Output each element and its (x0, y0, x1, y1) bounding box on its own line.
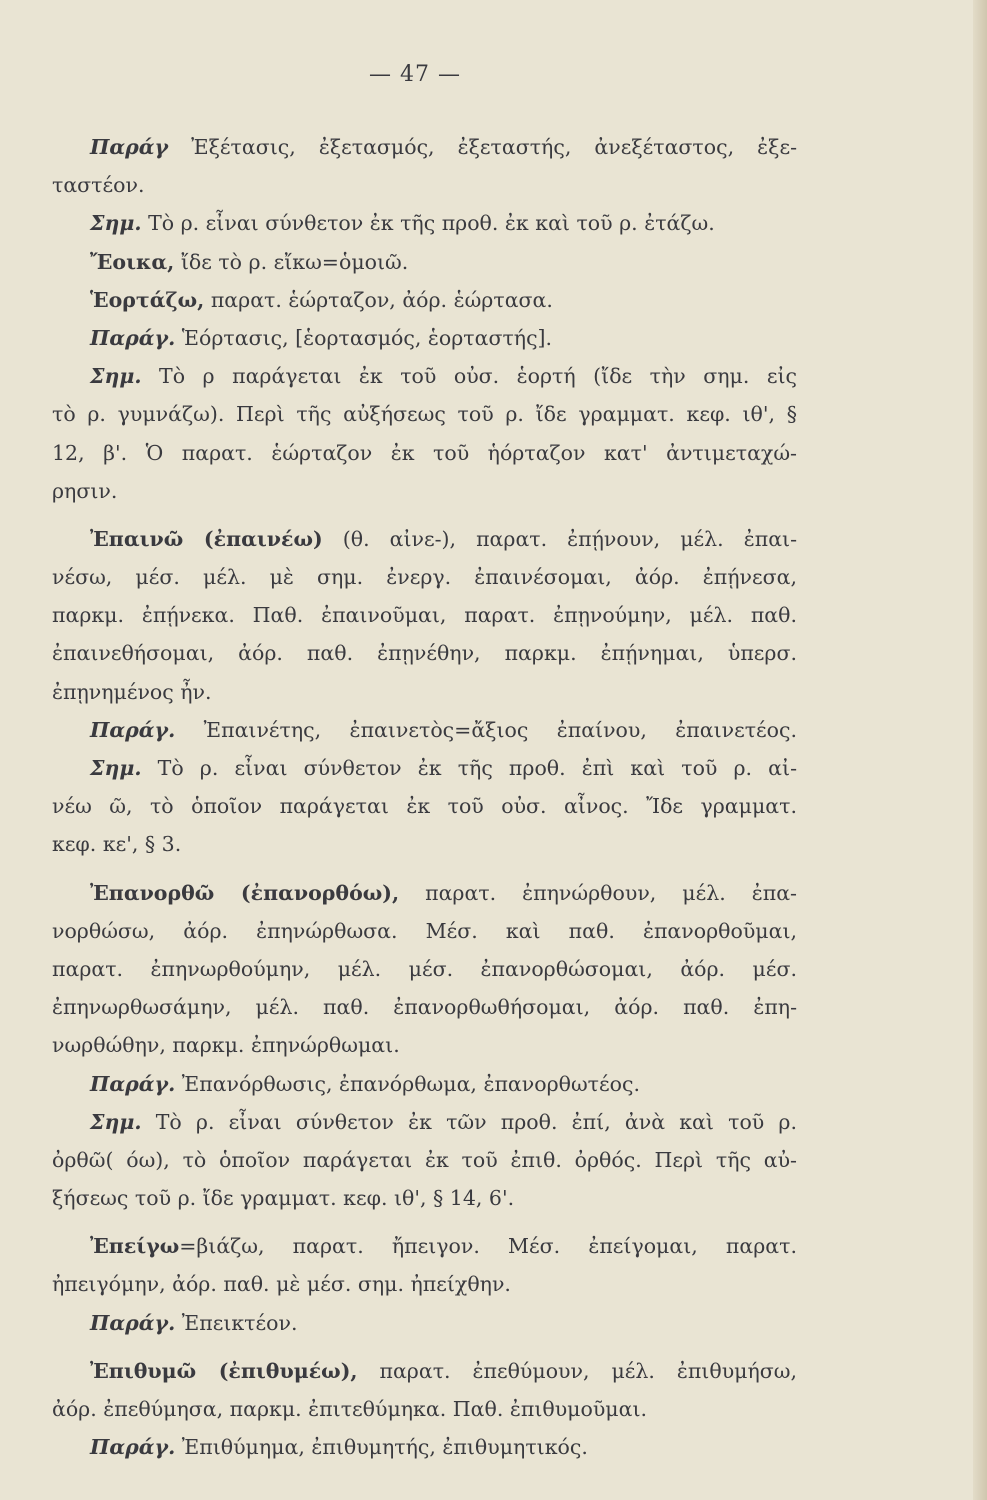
line-text: Ἐπαινέτης, ἐπαινετὸς=ἄξιος ἐπαίνου, ἐπαινετέος. (175, 717, 797, 742)
text-line (52, 1428, 797, 1466)
text-line (52, 787, 797, 825)
section-label: Παράγ. (90, 1435, 176, 1460)
text-line (52, 520, 797, 558)
line-text: ρησιν. (52, 478, 118, 503)
text-line (52, 596, 797, 634)
line-text: ἀόρ. ἐπεθύμησα, παρκμ. ἐπιτεθύμηκα. Παθ. ἐπιθυμοῦμαι. (52, 1397, 648, 1421)
text-line (52, 950, 797, 988)
text-line (52, 434, 797, 472)
headword: Ἐπαινῶ (ἐπαινέω) (90, 526, 323, 551)
line-text: τὸ ρ. γυμνάζω). Περὶ τῆς αὐξήσεως τοῦ ρ. ἴδε γραμματ. κεφ. ιθ', § (52, 402, 797, 427)
line-text: (θ. αἰνε-), παρατ. ἐπῄνουν, μέλ. ἐπαι- (322, 526, 797, 551)
line-text: Ἐπεικτέον. (175, 1310, 298, 1335)
text-line (52, 1026, 797, 1064)
page-text (52, 128, 797, 1466)
line-text: νέσω, μέσ. μέλ. μὲ σημ. ἐνεργ. ἐπαινέσομαι, ἀόρ. ἐπῄνεσα, (52, 565, 797, 590)
line-text: Τὸ ρ. εἶναι σύνθετον ἐκ τῆς προθ. ἐπὶ καὶ τοῦ ρ. αἰ- (141, 756, 797, 780)
text-line (52, 281, 797, 319)
text-line (52, 634, 797, 672)
text-line (52, 1304, 797, 1342)
line-text: παρατ. ἐπηνώρθουν, μέλ. ἐπα- (399, 880, 797, 905)
section-label: Παράγ. (90, 1071, 176, 1096)
line-text: 12, β'. Ὁ παρατ. ἑώρταζον ἐκ τοῦ ἡόρταζον κατ' ἀντιμεταχώ- (52, 440, 797, 465)
line-text: νωρθώθην, παρκμ. ἐπηνώρθωμαι. (52, 1033, 400, 1058)
section-label: Παράγ. (90, 1310, 176, 1335)
section-label: Παράγ. (90, 325, 176, 350)
section-label: Παράγ. (90, 717, 176, 742)
text-line (52, 128, 797, 166)
text-line (52, 1390, 797, 1428)
text-line (52, 825, 797, 863)
text-line (52, 1227, 797, 1265)
paragraph-gap (52, 1217, 797, 1227)
line-text: παρκμ. ἐπῄνεκα. Παθ. ἐπαινοῦμαι, παρατ. ἐπῃνούμην, μέλ. παθ. (52, 603, 797, 628)
text-line (52, 558, 797, 596)
text-line (52, 395, 797, 433)
text-line (52, 472, 797, 510)
text-line (52, 912, 797, 950)
headword: Ἑορτάζω, (90, 287, 205, 312)
text-line (52, 1179, 797, 1217)
text-line (52, 1065, 797, 1103)
text-line (52, 988, 797, 1026)
paragraph-gap (52, 864, 797, 874)
line-text: ἐπῃνημένος ἦν. (52, 679, 212, 704)
line-text: Τὸ ρ παράγεται ἐκ τοῦ οὐσ. ἑορτή (ἴδε τὴν σημ. εἰς (141, 364, 797, 389)
section-label: Σημ. (90, 364, 142, 389)
line-text: Ἑόρτασις, [ἑορτασμός, ἑορταστής]. (175, 325, 553, 350)
text-line (52, 204, 797, 242)
text-line (52, 357, 797, 395)
line-text: ὀρθῶ( όω), τὸ ὁποῖον παράγεται ἐκ τοῦ ἐπιθ. ὀρθός. Περὶ τῆς αὐ- (52, 1147, 797, 1172)
headword: Ἐπιθυμῶ (ἐπιθυμέω), (90, 1358, 358, 1383)
section-label: Σημ. (90, 756, 142, 780)
text-line (52, 1265, 797, 1303)
line-text: ταστέον. (52, 173, 145, 198)
text-line (52, 1141, 797, 1179)
text-line (52, 1103, 797, 1141)
line-text: Τὸ ρ. εἶναι σύνθετον ἐκ τῶν προθ. ἐπί, ἀνὰ καὶ τοῦ ρ. (141, 1109, 797, 1134)
line-text: Ἐπανόρθωσις, ἐπανόρθωμα, ἐπανορθωτέος. (175, 1071, 640, 1096)
text-line (52, 1352, 797, 1390)
headword: Ἔοικα, (90, 249, 175, 274)
text-line (52, 874, 797, 912)
section-label: Σημ. (90, 211, 142, 236)
line-text: ἐπηνωρθωσάμην, μέλ. παθ. ἐπανορθωθήσομαι, ἀόρ. παθ. ἐπη- (52, 995, 797, 1020)
line-text: Τὸ ρ. εἶναι σύνθετον ἐκ τῆς προθ. ἐκ καὶ τοῦ ρ. ἐτάζω. (141, 211, 715, 236)
text-line (52, 711, 797, 749)
line-text: Ἐξέτασις, ἐξετασμός, ἐξεταστής, ἀνεξέταστος, ἐξε- (168, 135, 797, 159)
line-text: =βιάζω, παρατ. ἤπειγον. Μέσ. ἐπείγομαι, παρατ. (179, 1234, 797, 1259)
text-line (52, 673, 797, 711)
text-line (52, 243, 797, 281)
headword: Ἐπανορθῶ (ἐπανορθόω), (90, 880, 400, 905)
line-text: ἐπαινεθήσομαι, ἀόρ. παθ. ἐπῃνέθην, παρκμ. ἐπῄνημαι, ὑπερσ. (52, 641, 797, 666)
text-line (52, 319, 797, 357)
page-number: — 47 — (369, 62, 461, 87)
paragraph-gap (52, 510, 797, 520)
paragraph-gap (52, 1342, 797, 1352)
line-text: ξήσεως τοῦ ρ. ἴδε γραμματ. κεφ. ιθ', § 14, 6'. (52, 1186, 515, 1211)
line-text: Ἐπιθύμημα, ἐπιθυμητής, ἐπιθυμητικός. (175, 1435, 588, 1460)
text-line (52, 749, 797, 787)
line-text: νορθώσω, ἀόρ. ἐπηνώρθωσα. Μέσ. καὶ παθ. ἐπανορθοῦμαι, (52, 918, 797, 943)
headword: Ἐπείγω (90, 1234, 180, 1259)
line-text: παρατ. ἑώρταζον, ἀόρ. ἑώρτασα. (204, 287, 553, 312)
section-label: Παράγ (90, 135, 169, 159)
line-text: κεφ. κε', § 3. (52, 832, 182, 857)
text-line (52, 166, 797, 204)
line-text: παρατ. ἐπεθύμουν, μέλ. ἐπιθυμήσω, (357, 1358, 797, 1383)
line-text: ἠπειγόμην, ἀόρ. παθ. μὲ μέσ. σημ. ἠπείχθην. (52, 1272, 511, 1297)
line-text: νέω ῶ, τὸ ὁποῖον παράγεται ἐκ τοῦ οὐσ. αἶνος. Ἴδε γραμματ. (52, 794, 797, 819)
page-edge (973, 0, 987, 1500)
section-label: Σημ. (90, 1109, 142, 1134)
line-text: παρατ. ἐπηνωρθούμην, μέλ. μέσ. ἐπανορθώσομαι, ἀόρ. μέσ. (52, 956, 797, 981)
line-text: ἴδε τὸ ρ. εἴκω=ὁμοιῶ. (174, 249, 409, 274)
